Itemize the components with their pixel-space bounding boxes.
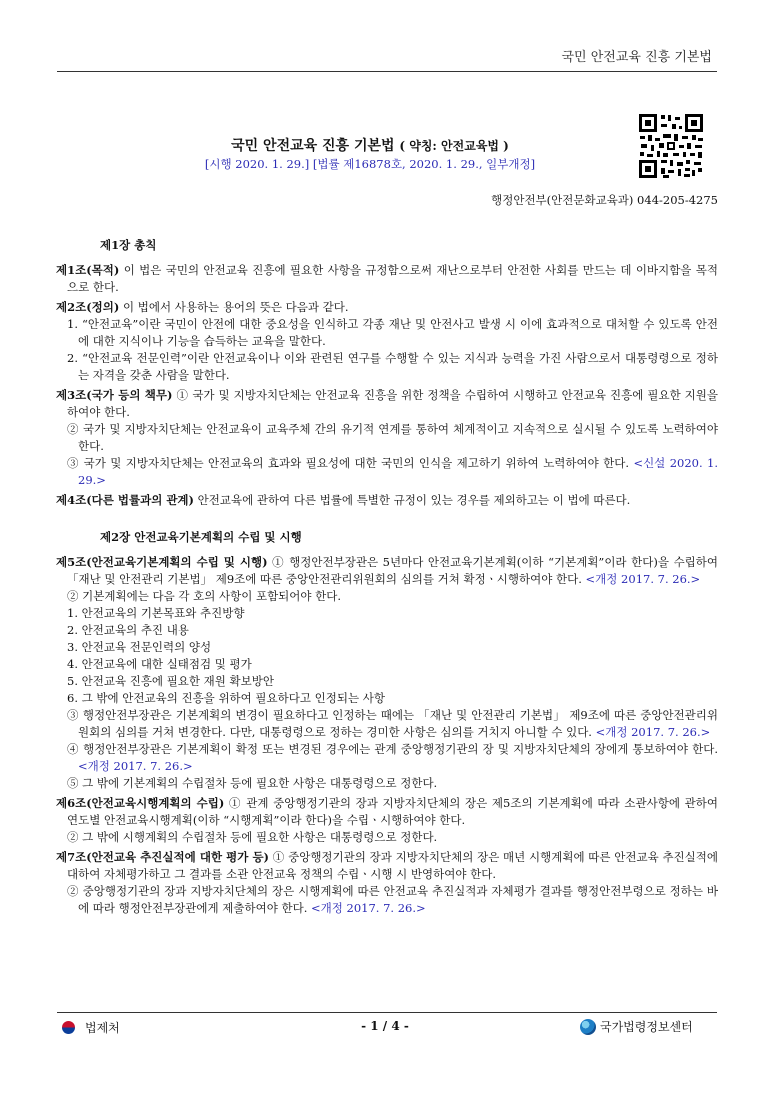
article-2-heading: 제2조(정의) [56, 300, 120, 314]
article-4 [56, 492, 718, 509]
article-5-para-2: ② 기본계획에는 다음 각 호의 사항이 포함되어야 한다. [67, 589, 342, 603]
article-3-para-3-text: ③ 국가 및 지방자치단체는 안전교육의 효과와 필요성에 대한 국민의 인식을 제고하기 위하여 노력하여야 한다. [67, 456, 630, 470]
article-5-para-4 [67, 741, 718, 775]
article-5-p1-amend-note: <개정 2017. 7. 26.> [581, 572, 701, 586]
article-5-para-3-text: ③ 행정안전부장관은 기본계획의 변경이 필요하다고 인정하는 때에는 「재난 및 안전관리 기본법」 제9조에 따른 중앙안전관리위원회의 심의를 거쳐 변경한다. 다만, 대통령령으로 정하는 경미한 사항은 심의를 거치지 아니할 수 있다. [67, 708, 718, 739]
article-2-item-1: 1. “안전교육”이란 국민이 안전에 대한 중요성을 인식하고 각종 재난 및 안전사고 발생 시 이에 효과적으로 대처할 수 있도록 안전에 대한 지식이나 기능을 습득하는 교육을 말한다. [67, 317, 718, 348]
article-5-heading: 제5조(안전교육기본계획의 수립 및 시행) [56, 555, 268, 569]
qr-code-icon[interactable] [637, 112, 705, 180]
article-4-heading: 제4조(다른 법률과의 관계) [56, 493, 194, 507]
article-6-heading: 제6조(안전교육시행계획의 수립) [56, 796, 225, 810]
article-7-amend-note: <개정 2017. 7. 26.> [307, 901, 426, 915]
chapter-1-title: 제1장 총칙 [100, 238, 157, 252]
article-3-heading: 제3조(국가 등의 책무) [56, 388, 173, 402]
law-title-abbr: ( 약칭: 안전교육법 ) [399, 139, 509, 153]
page-number: - 1 / 4 - [361, 1019, 409, 1033]
article-4-text: 안전교육에 관하여 다른 법률에 특별한 규정이 있는 경우를 제외하고는 이 법에 따른다. [193, 493, 631, 507]
article-5 [56, 554, 718, 588]
article-5-item-6: 6. 그 밖에 안전교육의 진흥을 위하여 필요하다고 인정되는 사항 [67, 691, 385, 705]
law-body [56, 237, 718, 917]
article-3-amend-note: <신설 2020. 1. 29.> [78, 456, 719, 487]
article-1-heading: 제1조(목적) [56, 263, 120, 277]
article-5-item-3: 3. 안전교육 전문인력의 양성 [67, 640, 212, 654]
footer-right [580, 1018, 693, 1035]
article-7-heading: 제7조(안전교육 추진실적에 대한 평가 등) [56, 850, 270, 864]
taeguk-icon [62, 1021, 75, 1034]
article-1 [56, 262, 718, 296]
article-3-para-2: ② 국가 및 지방자치단체는 안전교육이 교육주체 간의 유기적 연계를 통하여 체계적이고 지속적으로 실시될 수 있도록 노력하여야 한다. [67, 422, 718, 453]
article-7 [56, 849, 718, 883]
article-7-para-1: ① 중앙행정기관의 장과 지방자치단체의 장은 매년 시행계획에 따른 안전교육 추진실적에 대하여 자체평가하고 그 결과를 소관 안전교육 정책의 수립ㆍ시행 시 반영하여야 한다. [67, 850, 718, 881]
article-2 [56, 299, 718, 316]
article-3 [56, 387, 718, 421]
article-5-item-5: 5. 안전교육 진흥에 필요한 재원 확보방안 [67, 674, 274, 688]
article-6-para-1: ① 관계 중앙행정기관의 장과 지방자치단체의 장은 제5조의 기본계획에 따라 소관사항에 관하여 연도별 안전교육시행계획(이하 “시행계획”이라 한다)을 수립ㆍ시행하여야 한다. [67, 796, 718, 827]
footer-left [62, 1019, 120, 1036]
article-6 [56, 795, 718, 829]
article-5-p3-amend-note: <개정 2017. 7. 26.> [591, 725, 711, 739]
article-7-para-2-text: ② 중앙행정기관의 장과 지방자치단체의 장은 시행계획에 따른 안전교육 추진실적과 자체평가 결과를 행정안전부령으로 정하는 바에 따라 행정안전부장관에게 제출하여야 한다. [67, 884, 718, 915]
footer-rule [57, 1012, 717, 1013]
article-2-text: 이 법에서 사용하는 용어의 뜻은 다음과 같다. [119, 300, 349, 314]
article-3-para-1: ① 국가 및 지방자치단체는 안전교육 진흥을 위한 정책을 수립하여 시행하고 안전교육 진흥에 필요한 지원을 하여야 한다. [67, 388, 719, 419]
header-rule [57, 71, 717, 72]
article-7-para-2 [67, 883, 718, 917]
ministry-contact: 행정안전부(안전문화교육과) 044-205-4275 [491, 193, 718, 207]
article-5-para-4-text: ④ 행정안전부장관은 기본계획이 확정 또는 변경된 경우에는 관계 중앙행정기관의 장 및 지방자치단체의 장에게 통보하여야 한다. [67, 742, 718, 756]
article-5-para-5: ⑤ 그 밖에 기본계획의 수립절차 등에 필요한 사항은 대통령령으로 정한다. [67, 776, 438, 790]
article-6-para-2: ② 그 밖에 시행계획의 수립절차 등에 필요한 사항은 대통령령으로 정한다. [67, 830, 438, 844]
article-3-para-3 [67, 455, 718, 489]
article-5-item-4: 4. 안전교육에 대한 실태점검 및 평가 [67, 657, 252, 671]
law-title-main: 국민 안전교육 진흥 기본법 [231, 138, 395, 154]
chapter-2-title: 제2장 안전교육기본계획의 수립 및 시행 [100, 530, 302, 544]
footer-ministry-name: 법제처 [85, 1021, 120, 1035]
law-center-logo-icon [580, 1019, 596, 1035]
article-5-para-3 [67, 707, 718, 741]
footer-center-name: 국가법령정보센터 [600, 1020, 693, 1034]
enforcement-info: [시행 2020. 1. 29.] [법률 제16878호, 2020. 1. 29., 일부개정] [204, 157, 536, 171]
article-5-item-2: 2. 안전교육의 추진 내용 [67, 623, 189, 637]
law-title [120, 135, 620, 155]
article-5-item-1: 1. 안전교육의 기본목표와 추진방향 [67, 606, 245, 620]
article-5-para-1: ① 행정안전부장관은 5년마다 안전교육기본계획(이하 “기본계획”이라 한다)을 수립하여 「재난 및 안전관리 기본법」 제9조에 따른 중앙안전관리위원회의 심의를 거쳐 확정ㆍ시행하여야 한다. [67, 555, 719, 586]
running-header: 국민 안전교육 진흥 기본법 [561, 50, 712, 65]
article-2-item-2: 2. “안전교육 전문인력”이란 안전교육이나 이와 관련된 연구를 수행할 수 있는 지식과 능력을 가진 사람으로서 대통령령으로 정하는 자격을 갖춘 사람을 말한다. [67, 351, 718, 382]
article-5-p4-amend-note: <개정 2017. 7. 26.> [78, 759, 193, 773]
article-1-text: 이 법은 국민의 안전교육 진흥에 필요한 사항을 규정함으로써 재난으로부터 안전한 사회를 만드는 데 이바지함을 목적으로 한다. [67, 263, 718, 294]
